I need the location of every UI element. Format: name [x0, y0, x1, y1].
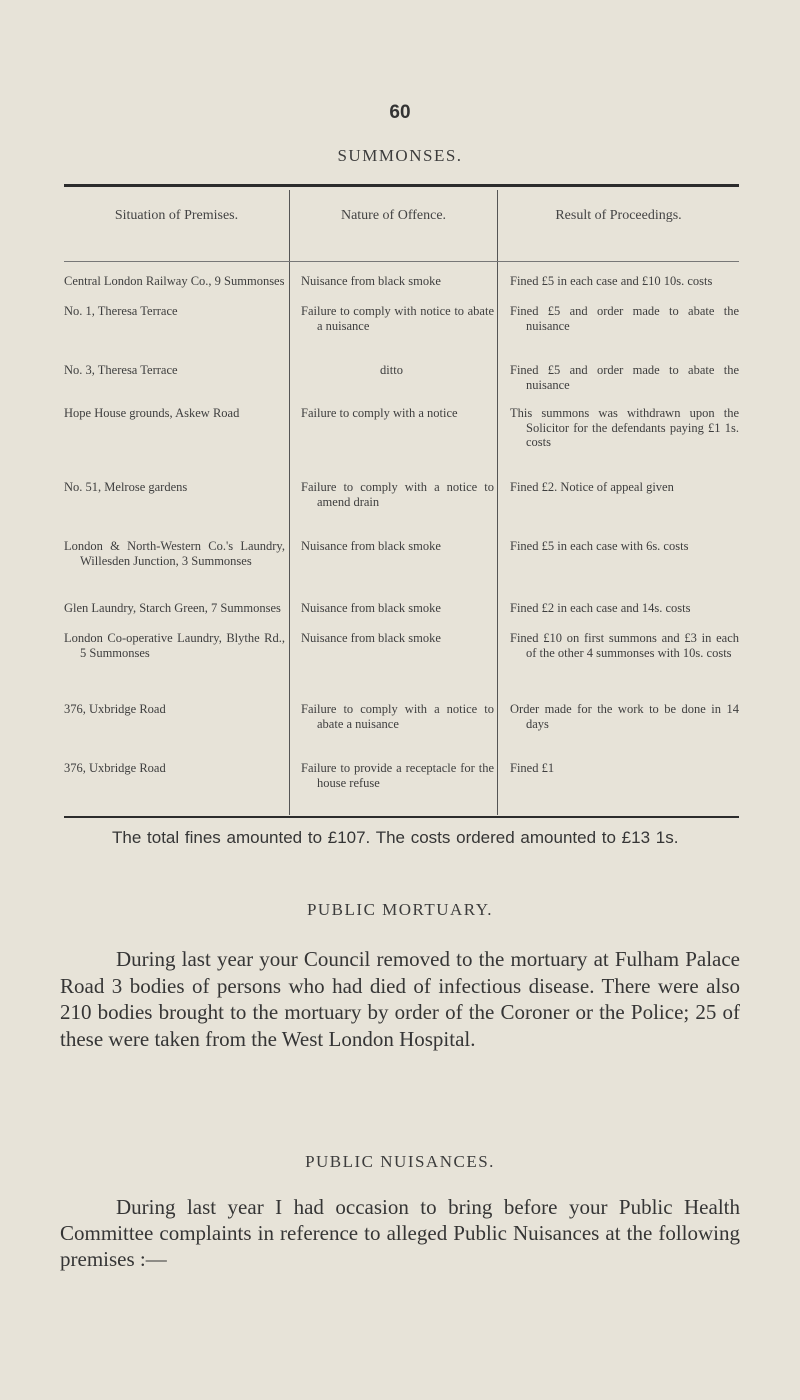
table-row — [64, 761, 739, 811]
result-cell: Order made for the work to be done in 14 days — [510, 702, 739, 731]
table-row — [64, 363, 739, 406]
nuisances-title: PUBLIC NUISANCES. — [305, 1152, 495, 1171]
result-cell: Fined £5 and order made to abate the nuisance — [510, 304, 739, 333]
offence-cell: Failure to comply with a notice to abate a nuisance — [301, 702, 494, 731]
header-result: Result of Proceedings. — [555, 208, 682, 223]
offence-cell: Failure to comply with notice to abate a nuisance — [301, 304, 494, 333]
offence-cell: Failure to comply with a notice to amend drain — [301, 480, 494, 509]
result-cell: This summons was withdrawn upon the Solicitor for the defendants paying £1 1s. costs — [510, 406, 739, 449]
situation-cell: 376, Uxbridge Road — [64, 702, 166, 716]
page-number: 60 — [389, 102, 411, 123]
offence-cell: Nuisance from black smoke — [301, 601, 441, 615]
result-cell: Fined £5 in each case and £10 10s. costs — [510, 274, 713, 288]
situation-cell: London Co-operative Laundry, Blythe Rd., 5 Summonses — [64, 631, 285, 660]
offence-cell: Failure to comply with a notice — [301, 406, 458, 420]
table-row — [64, 631, 739, 702]
nuisances-paragraph: During last year I had occasion to bring before your Public Health Committee complaints in reference to alleged Public Nuisances at the following premises :— — [60, 1195, 740, 1271]
table-bottom-rule — [64, 816, 739, 818]
table-row — [64, 702, 739, 761]
fines-summary: The total fines amounted to £107. The costs ordered amounted to £13 1s. — [112, 828, 679, 847]
offence-cell: ditto — [380, 363, 403, 377]
situation-cell: No. 3, Theresa Terrace — [64, 363, 178, 377]
situation-cell: No. 1, Theresa Terrace — [64, 304, 178, 318]
table-row — [64, 304, 739, 363]
situation-cell: Glen Laundry, Starch Green, 7 Summonses — [64, 601, 281, 615]
situation-cell: Central London Railway Co., 9 Summonses — [64, 274, 285, 288]
result-cell: Fined £5 in each case with 6s. costs — [510, 539, 689, 553]
mortuary-paragraph: During last year your Council removed to the mortuary at Fulham Palace Road 3 bodies of persons who had died of infectious disease. There were also 210 bodies brought to the mortuary by order of the Coroner or the Police; 25 of these were taken from the West London Hospital. — [60, 947, 740, 1051]
offence-cell: Nuisance from black smoke — [301, 539, 441, 553]
offence-cell: Failure to provide a receptacle for the house refuse — [301, 761, 494, 790]
result-cell: Fined £2. Notice of appeal given — [510, 480, 674, 494]
summonses-title: SUMMONSES. — [337, 146, 463, 165]
header-situation: Situation of Premises. — [114, 208, 239, 223]
table-row — [64, 406, 739, 480]
offence-cell: Nuisance from black smoke — [301, 631, 441, 645]
situation-cell: 376, Uxbridge Road — [64, 761, 166, 775]
situation-cell: No. 51, Melrose gardens — [64, 480, 188, 494]
table-top-rule — [64, 184, 739, 187]
table-row — [64, 539, 739, 601]
summonses-table-body — [64, 274, 739, 811]
situation-cell: London & North-Western Co.'s Laundry, Willesden Junction, 3 Summonses — [64, 539, 285, 568]
header-rule — [64, 261, 739, 262]
result-cell: Fined £1 — [510, 761, 555, 775]
result-cell: Fined £2 in each case and 14s. costs — [510, 601, 691, 615]
table-row — [64, 274, 739, 304]
mortuary-title: PUBLIC MORTUARY. — [306, 900, 494, 919]
offence-cell: Nuisance from black smoke — [301, 274, 441, 288]
header-offence: Nature of Offence. — [340, 208, 447, 223]
result-cell: Fined £5 and order made to abate the nuisance — [510, 363, 739, 392]
result-cell: Fined £10 on first summons and £3 in each of the other 4 summonses with 10s. costs — [510, 631, 739, 660]
situation-cell: Hope House grounds, Askew Road — [64, 406, 240, 420]
table-row — [64, 601, 739, 631]
table-row — [64, 480, 739, 539]
